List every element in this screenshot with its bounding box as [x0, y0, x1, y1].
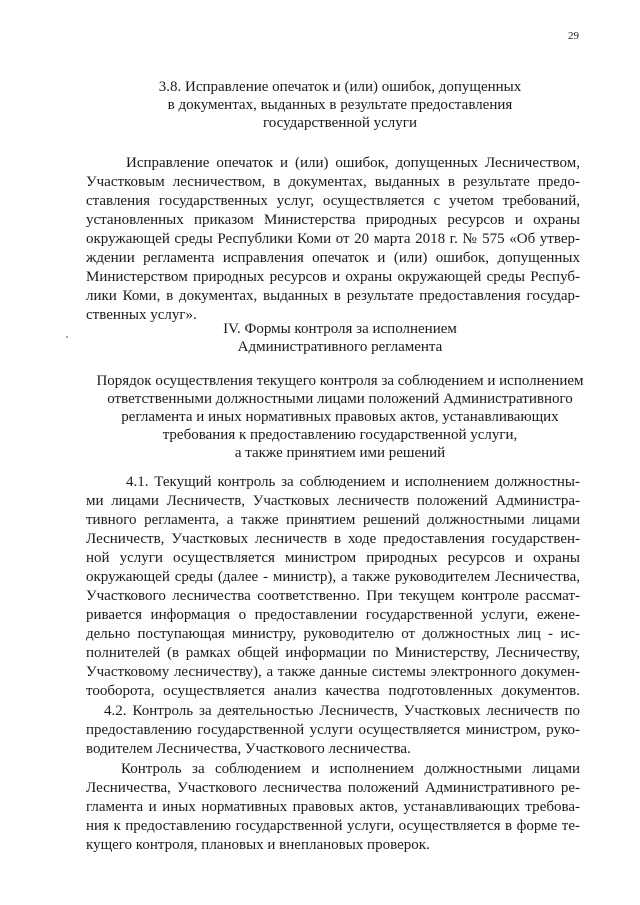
paragraph-line: Участкового лесничества соответственно. При текущем контроле рассмат- [86, 588, 580, 604]
paragraph-control [86, 760, 580, 855]
paragraph-line: тивного регламента, а также принятием решений должностными лицами [86, 512, 580, 528]
scan-mark [66, 336, 68, 338]
page-number: 29 [568, 30, 579, 42]
paragraph-line: установленных приказом Министерства природных ресурсов и охраны [86, 212, 580, 228]
paragraph-line: Участковым лесничеством, в документах, выданных в результате предо- [86, 174, 580, 190]
paragraph-line: Контроль за соблюдением и исполнением должностными лицами [121, 761, 580, 777]
section-4-subtitle-line: требования к предоставлению государственной услуги, [162, 427, 518, 443]
paragraph-line: Министерством природных ресурсов и охраны окружающей среды Респуб- [86, 269, 580, 285]
paragraph-4-2 [86, 702, 580, 759]
section-3-8-paragraph [86, 154, 580, 325]
section-4-subtitle [90, 372, 590, 462]
paragraph-line: полнителей (в рамках общей информации по Министерству, Лесничеству, [86, 645, 580, 661]
section-3-8-title [90, 78, 590, 132]
paragraph-4-1 [86, 473, 580, 701]
paragraph-line: Исправление опечаток и (или) ошибок, допущенных Лесничеством, [126, 155, 580, 171]
paragraph-line: Лесничества, Участкового лесничества положений Административного ре- [86, 780, 580, 796]
section-4-subtitle-line: а также принятием ими решений [234, 445, 446, 461]
section-4-title [90, 320, 590, 356]
section-4-title-line: IV. Формы контроля за исполнением [223, 321, 457, 337]
paragraph-line: окружающей среды (далее - министр), а также руководителем Лесничества, [86, 569, 580, 585]
paragraph-line: 4.2. Контроль за деятельностью Лесничеств, Участковых лесничеств по [104, 703, 580, 719]
paragraph-line: 4.1. Текущий контроль за соблюдением и исполнением должностны- [126, 474, 580, 490]
section-4-subtitle-line: Порядок осуществления текущего контроля за соблюдением и исполнением [96, 373, 584, 389]
paragraph-line: тооборота, осуществляется анализ качества подготовленных документов. [86, 683, 580, 699]
paragraph-line: ми лицами Лесничеств, Участковых лесничеств положений Администра- [86, 493, 580, 509]
paragraph-line: ривается информация о предоставлении государственной услуги, ежене- [86, 607, 580, 623]
paragraph-line: ждении регламента исправления опечаток и (или) ошибок, допущенных [86, 250, 580, 266]
paragraph-line: ной услуги осуществляется министром природных ресурсов и охраны [86, 550, 580, 566]
paragraph-line: Лесничеств, Участковых лесничеств в ходе предоставления государствен- [86, 531, 580, 547]
paragraph-line: ставления государственных услуг, осуществляется с учетом требований, [86, 193, 580, 209]
paragraph-line: предоставлению государственной услуги осуществляется министром, руко- [86, 722, 580, 738]
paragraph-line: кущего контроля, плановых и внеплановых проверок. [86, 837, 430, 853]
paragraph-line: водителем Лесничества, Участкового лесничества. [86, 741, 411, 757]
section-4-subtitle-line: ответственными должностными лицами положений Административного [107, 391, 573, 407]
paragraph-line: ственных услуг». [86, 307, 197, 323]
paragraph-line: гламента и иных нормативных правовых актов, устанавливающих требова- [86, 799, 580, 815]
paragraph-line: лики Коми, в документах, выданных в результате предоставления государ- [86, 288, 580, 304]
section-4-title-line: Административного регламента [237, 339, 443, 355]
paragraph-line: Участковому лесничеству), а также данные системы электронного докумен- [86, 664, 580, 680]
paragraph-line: дельно поступающая министру, руководителю от должностных лиц - ис- [86, 626, 580, 642]
paragraph-line: окружающей среды Республики Коми от 20 марта 2018 г. № 575 «Об утвер- [86, 231, 580, 247]
section-3-8-title-line: государственной услуги [263, 115, 417, 131]
section-3-8-title-line: 3.8. Исправление опечаток и (или) ошибок, допущенных [158, 79, 522, 95]
section-4-subtitle-line: регламента и иных нормативных правовых актов, устанавливающих [121, 409, 559, 425]
section-3-8-title-line: в документах, выданных в результате предоставления [167, 97, 513, 113]
paragraph-line: ния к предоставлению государственной услуги, осуществляется в форме те- [86, 818, 580, 834]
